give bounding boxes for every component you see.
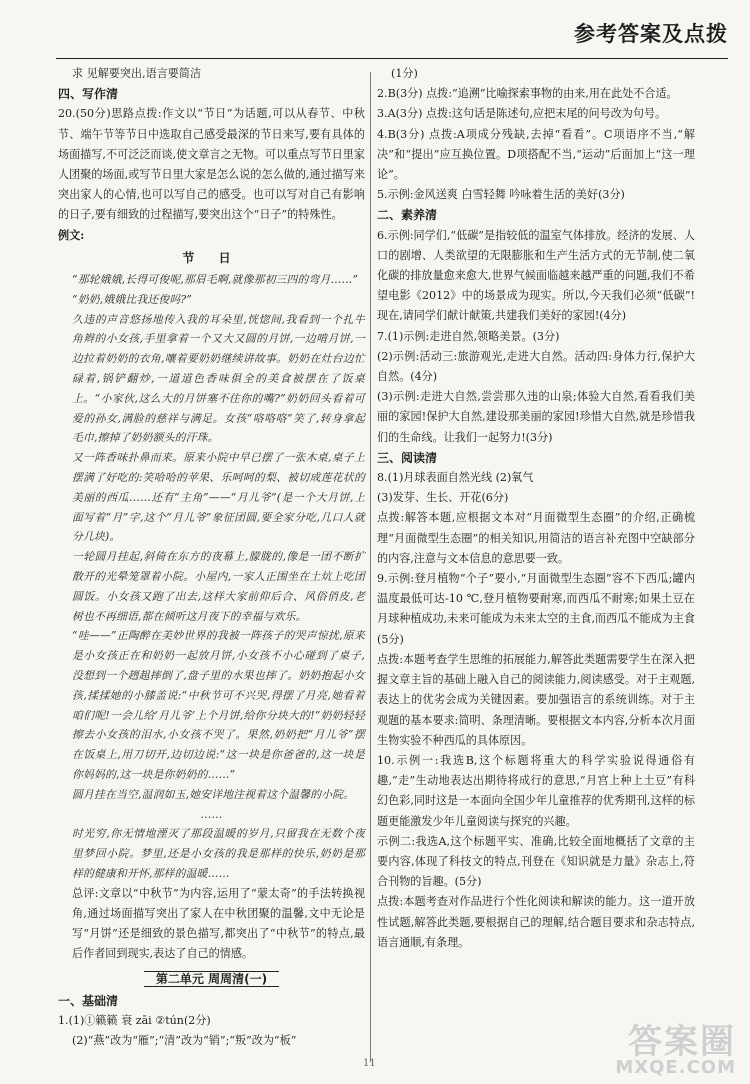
question-1-part-1: 1.(1)①籁籁 衰 zāi ②tún(2分) xyxy=(58,1013,211,1027)
question-8-part-1: 8.(1)月球表面自然光线 (2)氧气 xyxy=(377,471,534,485)
question-10-example-1: 10.示例一:我选B,这个标题将重大的科学实验说得通俗有趣,“走”生动地表达出期待将成行的意思,“月宫上种上土豆”有科幻色彩,同时这是一本面向全国少年儿童推荐的优秀期刊,这样的标题更能激发少年儿童阅读与探究的兴趣。 xyxy=(377,753,695,828)
question-2: 2.B(3分) 点拨:“追溯”比喻探索事物的由来,用在此处不合适。 xyxy=(377,87,678,101)
section-literacy: 二、素养清 xyxy=(377,208,438,223)
question-4: 4.B(3分) 点拨:A项成分残缺,去掉“看看”。C项语序不当,“解决”和“提出”应互换位置。D项搭配不当,“运动”后面加上“这一理论”。 xyxy=(377,127,695,182)
page-header-title: 参考答案及点拨 xyxy=(574,22,728,46)
question-8-hint: 点拨:解答本题,应根据文本对“月面微型生态圈”的介绍,正确梳理“月面微型生态圈”的相关知识,用简洁的语言补充图中空缺部分的内容,注意与文本信息的意思要一致。 xyxy=(377,511,695,565)
column-divider xyxy=(370,72,371,1062)
section-writing: 四、写作清 xyxy=(58,87,119,102)
unit-banner-text: 第二单元 周周清(一) xyxy=(144,971,279,987)
essay-summary: 总评:文章以“中秋节”为内容,运用了“蒙太奇”的手法转换视角,通过场面描写突出了家人在中秋团聚的温馨,文中无论是写“月饼”还是细致的景色描写,都突出了“中秋节”的特点,最后作者回到现实,表达了自己的情感。 xyxy=(72,886,365,961)
example-label: 例文: xyxy=(58,228,85,242)
watermark-url: MXQE.COM xyxy=(615,1057,736,1078)
question-8-part-2: (3)发芽、生长、开花(6分) xyxy=(377,491,509,505)
question-9: 9.示例:登月植物“个子”要小,“月面微型生态圈”容不下西瓜;罐内温度最低可达-10 ℃,登月植物要耐寒,而西瓜不耐寒;如果土豆在月球种植成功,未来可能成为未来太空的主食,而西瓜不能成为主食 (5分) xyxy=(377,572,695,646)
question-7-part-3: (3)示例:走进大自然,尝尝那久违的山泉;体验大自然,看看我们美丽的家园!保护大自然,建设那美丽的家园!珍惜大自然,就是珍惜我们的生命线。让我们一起努力!(3分) xyxy=(377,390,695,444)
right-column xyxy=(377,64,695,953)
essay-title: 节 日 xyxy=(182,250,241,265)
essay-paragraph: 久违的声音悠扬地传入我的耳朵里,恍惚间,我看到一个扎牛角辫的小女孩,手里拿着一个又大又圆的月饼,一边啃月饼,一边拉着奶奶的衣角,嚷着要奶奶继续讲故事。奶奶在灶台边忙碌着,锅铲翻炒,一道道色香味俱全的美食被摆在了饭桌上。“小家伙,这么大的月饼塞不住你的嘴?”奶奶回头看着可爱的孙女,满脸的慈祥与满足。女孩“咯咯咯”笑了,转身拿起毛巾,擦掉了奶奶额头的汗珠。 xyxy=(72,312,365,445)
question-7-part-1: 7.(1)示例:走进自然,领略美景。(3分) xyxy=(377,329,560,343)
left-carryover-line: 求 见解要突出,语言要简洁 xyxy=(72,67,202,80)
page-number: 11 xyxy=(363,1058,376,1069)
question-10-hint: 点拨:本题考查对作品进行个性化阅读和解读的能力。这一道开放性试题,解答此类题,要根据自己的理解,结合题目要求和杂志特点,语言通顺,有条理。 xyxy=(377,895,695,949)
section-basics: 一、基础清 xyxy=(58,993,119,1008)
question-6: 6.示例:同学们,“低碳”是指较低的温室气体排放。经济的发展、人口的剧增、人类欲望的无限膨胀和生产生活方式的无节制,使二氧化碳的排放量愈来愈大,世界气候面临越来越严重的问题,我们不希望电影《2012》中的场景成为现实。所以,今天我们必须“低碳”!现在,请同学们献计献策,共建我们美好的家园!(4分) xyxy=(377,228,695,323)
question-20: 20.(50分)思路点拨:作文以“节日”为话题,可以从春节、中秋节、端午节等节日中选取自己感受最深的节日来写,要有具体的场面描写,不可泛泛而谈,使文章言之无物。可以重点写节日里家人团聚的场面,或写节日里大家是怎么说的怎么做的,通过描写来突出家人的心情,也可以写自己的感受。也可以写对自己有影响的日子,要有细致的过程描写,要突出这个“日子”的特殊性。 xyxy=(58,107,365,222)
unit-banner xyxy=(58,969,365,989)
essay-paragraph: 时光穷,你无情地湮灭了那段温暖的岁月,只留我在无数个夜里梦回小院。梦里,还是小女孩的我是那样的快乐,奶奶是那样的健康和开怀,那样的温暖…… xyxy=(72,827,365,880)
essay-ellipsis: …… xyxy=(200,807,223,821)
watermark-brand: 答案圈 xyxy=(628,1022,736,1062)
question-5: 5.示例:金风送爽 白雪轻舞 吟咏着生活的美好(3分) xyxy=(377,188,625,202)
header-rule xyxy=(56,58,728,59)
essay-paragraph: “哇——”正陶醉在美妙世界的我被一阵孩子的哭声惊扰,原来是小女孩正在和奶奶一起放月饼,小女孩不小心碰到了桌子,没想到一个趔趄摔倒了,盘子里的水果也摔了。奶奶抱起小女孩,揉揉她的小膝盖说:“中秋节可不兴哭,得摆了月亮,她看着咱们呢!一会儿给‘月儿爷’上个月饼,给你分块大的!”奶奶轻轻擦去小女孩的泪水,小女孩不哭了。果然,奶奶把“月儿爷”摆在饭桌上,用刀切开,边切边说:“这一块是你爸爸的,这一块是你妈妈的,这一块是你奶奶的……” xyxy=(72,629,365,781)
question-3: 3.A(3分) 点拨:这句话是陈述句,应把末尾的问号改为句号。 xyxy=(377,107,667,121)
question-10-example-2: 示例二:我选A,这个标题平实、准确,比较全面地概括了文章的主要内容,体现了科技文的特点,刊登在《知识就是力量》杂志上,符合刊物的旨趣。(5分) xyxy=(377,834,695,889)
essay-paragraph: 一轮圆月挂起,斜倚在东方的夜幕上,朦胧的,像是一团不断扩散开的光晕笼罩着小院。小屋内,一家人正围坐在土炕上吃团圆饭。小女孩又跑了出去,这样大家前仰后合、风俗俏皮,老树也不再细语,都在倾听这月夜下的幸福与欢乐。 xyxy=(72,550,365,623)
essay-paragraph: 圆月挂在当空,温润如玉,她安详地注视着这个温馨的小院。 xyxy=(72,787,355,801)
left-column xyxy=(58,64,365,1051)
essay-paragraph: “那轮娥娥,长得可俊呢,那眉毛啊,就像那初三四的弯月……” xyxy=(72,273,359,287)
question-7-part-2: (2)示例:活动三:旅游观光,走进大自然。活动四:身体力行,保护大自然。(4分) xyxy=(377,349,695,384)
section-reading: 三、阅读清 xyxy=(377,450,438,465)
essay-paragraph: “奶奶,娥娥比我还俊吗?” xyxy=(72,292,193,306)
question-9-hint: 点拨:本题考查学生思维的拓展能力,解答此类题需要学生在深入把握文章主旨的基础上融入自己的阅读能力,阅读感受。对于主观题,表达上的优劣会成为关键因素。要加强语言的系统训练。对于主观题的基本要求:简明、条理清晰。要根据文本内容,分析本次月面生物实验不种西瓜的具体原因。 xyxy=(377,652,695,747)
question-1-part-2: (2)“燕”改为“雁”;“清”改为“销”;“叛”改为“板” xyxy=(72,1034,297,1048)
right-carryover-line: (1分) xyxy=(391,67,418,80)
watermark-logo xyxy=(615,1014,736,1078)
essay-paragraph: 又一阵香味扑鼻而来。原来小院中早已摆了一张木桌,桌子上摆满了好吃的:笑哈哈的苹果、乐呵呵的梨、被切成莲花状的美丽的西瓜……还有“主角”——“月儿爷”(是一个大月饼,上面写着“月”字,这个“月儿爷”象征团圆,要全家分吃,几口人就分几块)。 xyxy=(72,451,365,544)
